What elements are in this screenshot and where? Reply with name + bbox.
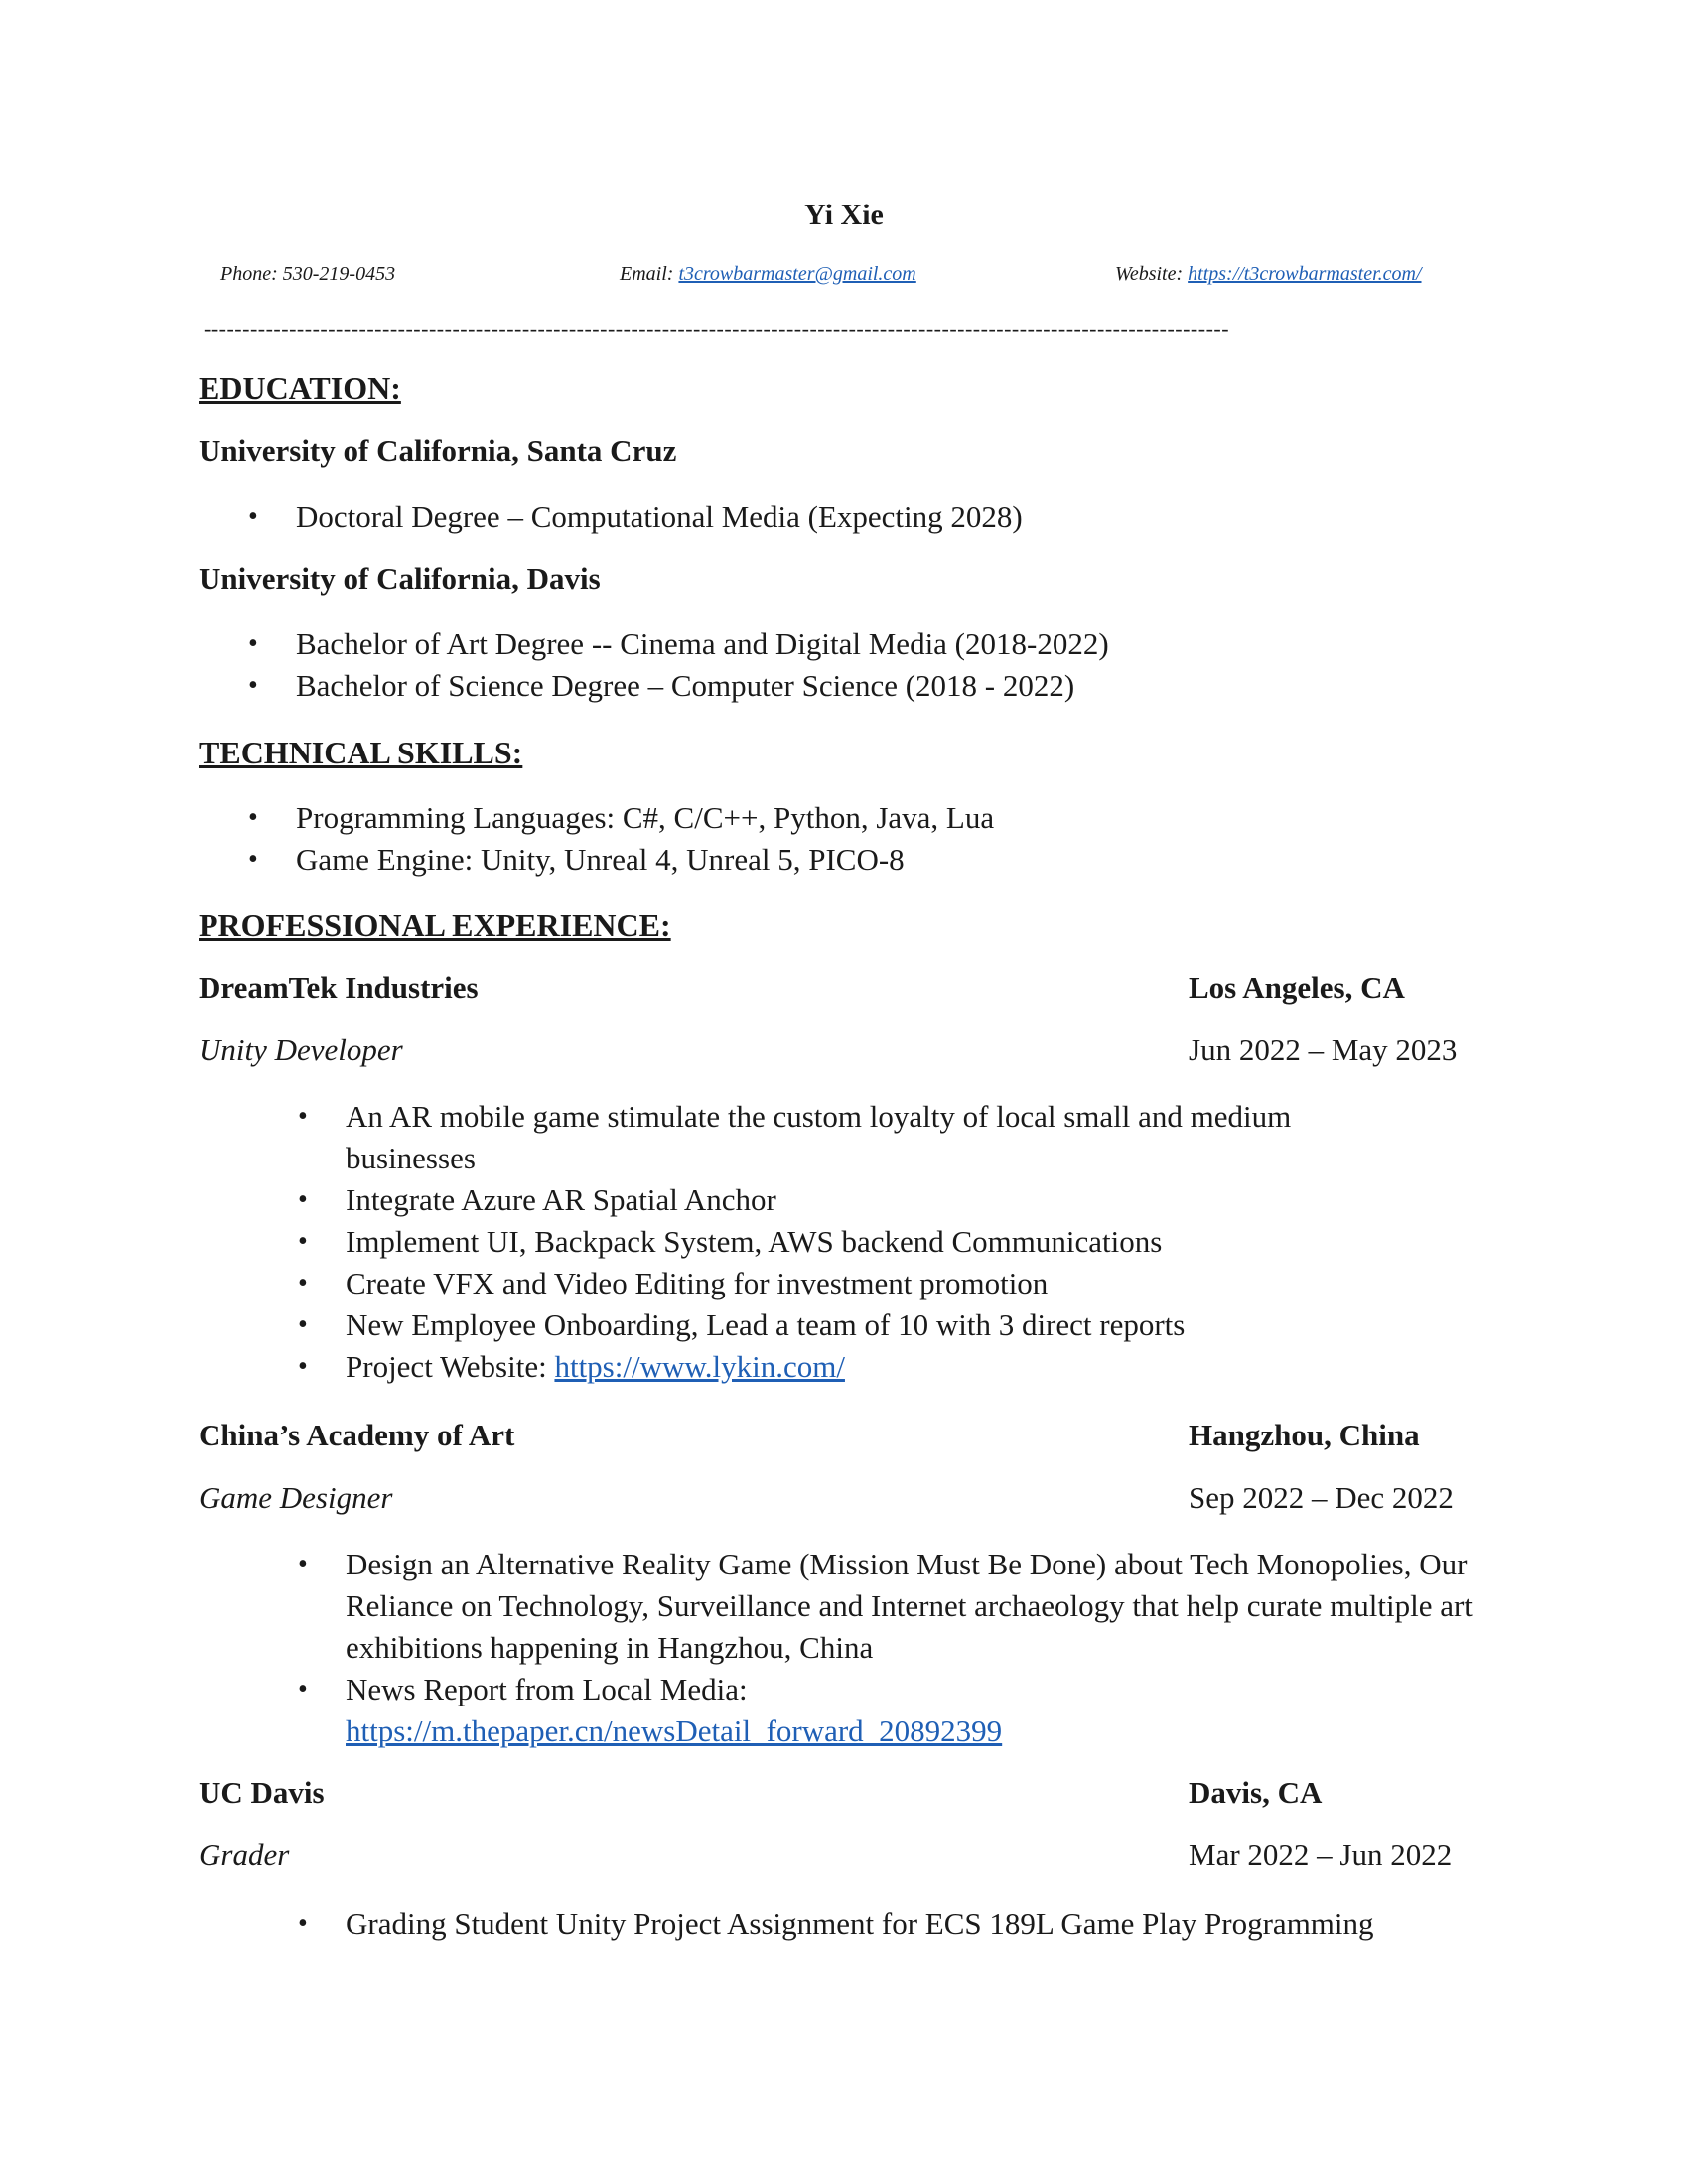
job-role: Game Designer — [199, 1480, 393, 1515]
project-website-link[interactable]: https://www.lykin.com/ — [554, 1349, 845, 1384]
list-item: • Bachelor of Art Degree -- Cinema and Digital Media (2018-2022) — [296, 623, 1487, 665]
email-label: Email: — [620, 263, 679, 285]
list-item: • Integrate Azure AR Spatial Anchor — [346, 1179, 1378, 1221]
experience-heading: PROFESSIONAL EXPERIENCE: — [199, 907, 671, 943]
job-location: Los Angeles, CA — [1189, 970, 1405, 1005]
list-item: • An AR mobile game stimulate the custom loyalty of local small and medium businesses — [346, 1096, 1378, 1179]
list-item: • Programming Languages: C#, C/C++, Python, Java, Lua — [296, 797, 1487, 839]
job-location: Davis, CA — [1189, 1775, 1323, 1810]
list-item: • Doctoral Degree – Computational Media (Expecting 2028) — [296, 496, 1487, 538]
list-item: • Game Engine: Unity, Unreal 4, Unreal 5, PICO-8 — [296, 839, 1487, 881]
list-item: • Create VFX and Video Editing for investment promotion — [346, 1263, 1378, 1304]
job-dates: Mar 2022 – Jun 2022 — [1189, 1838, 1453, 1872]
job-org: China’s Academy of Art — [199, 1418, 515, 1452]
school-name: University of California, Davis — [199, 561, 601, 596]
project-website-label: Project Website: — [346, 1349, 555, 1384]
job-role: Grader — [199, 1838, 290, 1872]
list-item: • New Employee Onboarding, Lead a team of 10 with 3 direct reports — [346, 1304, 1378, 1346]
education-heading: EDUCATION: — [199, 370, 401, 406]
email-link[interactable]: t3crowbarmaster@gmail.com — [678, 263, 916, 285]
skills-list — [296, 797, 1487, 881]
job-duty-list — [346, 1544, 1487, 1752]
news-report-label: News Report from Local Media: — [346, 1672, 748, 1706]
resume-name: Yi Xie — [804, 199, 884, 231]
list-item: • Grading Student Unity Project Assignment for ECS 189L Game Play Programming — [346, 1903, 1487, 1945]
divider: ------------------------------------------------------------------------------------------------------------------------------------ — [204, 316, 1230, 341]
job-org: UC Davis — [199, 1775, 325, 1810]
job-duty-list — [346, 1096, 1378, 1388]
list-item: • Bachelor of Science Degree – Computer Science (2018 - 2022) — [296, 665, 1487, 707]
school-degree-list — [296, 496, 1487, 538]
list-item — [346, 1346, 1378, 1388]
job-duty-list — [346, 1903, 1487, 1945]
job-role: Unity Developer — [199, 1032, 403, 1067]
job-dates: Jun 2022 – May 2023 — [1189, 1032, 1458, 1067]
phone: Phone: 530-219-0453 — [220, 263, 396, 285]
list-item: • Design an Alternative Reality Game (Mission Must Be Done) about Tech Monopolies, Our Reliance on Technology, Surveillance and Internet archaeology that help curate multiple art exhibitions happening in Hangzhou, China — [346, 1544, 1487, 1669]
list-item: • Implement UI, Backpack System, AWS backend Communications — [346, 1221, 1378, 1263]
news-report-link[interactable]: https://m.thepaper.cn/newsDetail_forward_20892399 — [346, 1713, 1003, 1748]
website-label: Website: — [1115, 263, 1189, 285]
list-item — [346, 1669, 1487, 1752]
school-name: University of California, Santa Cruz — [199, 433, 677, 468]
job-org: DreamTek Industries — [199, 970, 479, 1005]
job-dates: Sep 2022 – Dec 2022 — [1189, 1480, 1454, 1515]
skills-heading: TECHNICAL SKILLS: — [199, 735, 523, 770]
job-location: Hangzhou, China — [1189, 1418, 1420, 1452]
email — [620, 263, 916, 286]
school-degree-list — [296, 623, 1487, 707]
website — [1115, 263, 1422, 286]
website-link[interactable]: https://t3crowbarmaster.com/ — [1188, 263, 1422, 285]
